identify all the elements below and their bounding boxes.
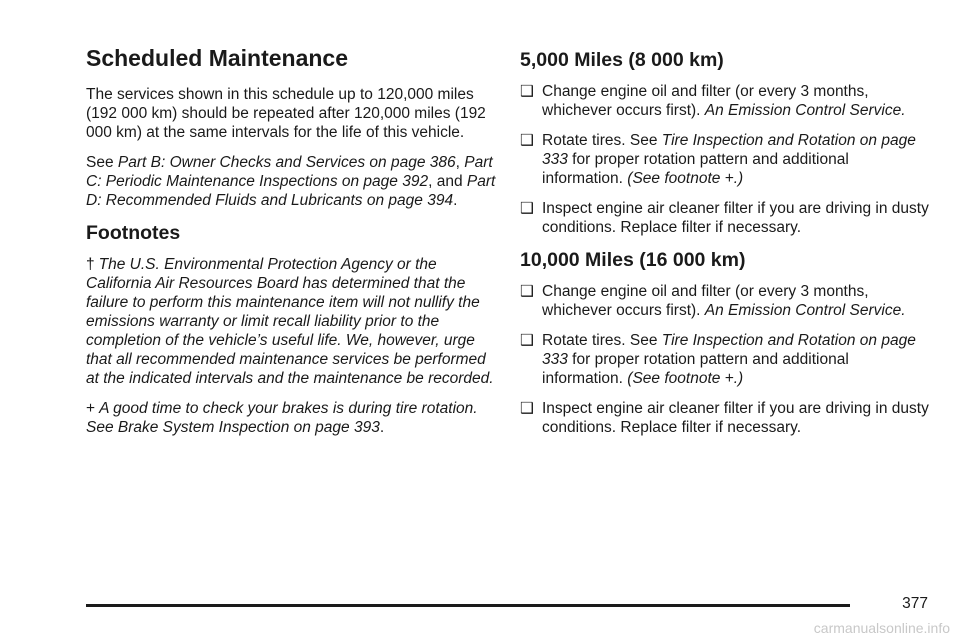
checkbox-icon[interactable]: ❑ xyxy=(520,132,534,149)
checkbox-icon[interactable]: ❑ xyxy=(520,283,534,300)
checklist-item xyxy=(520,331,930,388)
see-also-paragraph xyxy=(86,153,496,210)
footnote-plus-text: A good time to check your brakes is during tire rotation. See Brake System Inspection on page 393 xyxy=(86,400,478,436)
ref-tire-rotation-link[interactable]: Tire Inspection and Rotation on page 333 xyxy=(542,332,916,368)
checkbox-icon[interactable]: ❑ xyxy=(520,332,534,349)
item-italic-note: An Emission Control Service. xyxy=(704,302,906,319)
checklist-item xyxy=(520,399,930,437)
checklist-item xyxy=(520,199,930,237)
right-column xyxy=(520,44,930,448)
footer-rule xyxy=(86,604,850,607)
item-text: Rotate tires. See xyxy=(542,332,662,349)
checklist-item xyxy=(520,131,930,188)
item-text: Change engine oil and filter (or every 3 months, whichever occurs first). xyxy=(542,83,869,119)
footnote-ref: (See footnote +.) xyxy=(627,370,744,387)
item-text: for proper rotation pattern and additional information. xyxy=(542,151,849,187)
page-number: 377 xyxy=(902,595,928,612)
footnote-plus-end: . xyxy=(379,419,385,436)
ref-part-b-link[interactable]: Part B: Owner Checks and Services on page 386 xyxy=(117,154,456,171)
item-text: Inspect engine air cleaner filter if you are driving in dusty conditions. Replace filter if necessary. xyxy=(542,200,929,236)
dagger-symbol: † xyxy=(86,256,95,273)
section-heading-10000: 10,000 Miles (16 000 km) xyxy=(520,249,746,271)
ref-part-c-link[interactable]: Part C: Periodic Maintenance Inspections on page 392 xyxy=(86,154,493,190)
period-text: . xyxy=(453,192,458,209)
checkbox-icon[interactable]: ❑ xyxy=(520,83,534,100)
item-italic-note: An Emission Control Service. xyxy=(704,102,906,119)
page-title: Scheduled Maintenance xyxy=(86,45,349,71)
see-text: See xyxy=(86,154,118,171)
checklist-item xyxy=(520,282,930,320)
footnote-ref: (See footnote +.) xyxy=(627,170,744,187)
footnote-dagger xyxy=(86,255,496,388)
ref-tire-rotation-link[interactable]: Tire Inspection and Rotation on page 333 xyxy=(542,132,916,168)
plus-symbol: + xyxy=(86,400,96,417)
footnotes-heading: Footnotes xyxy=(86,222,181,244)
and-text: , and xyxy=(428,173,467,190)
item-text: Change engine oil and filter (or every 3 months, whichever occurs first). xyxy=(542,283,869,319)
left-column xyxy=(86,44,496,448)
item-text: Rotate tires. See xyxy=(542,132,662,149)
footnote-plus xyxy=(86,399,496,437)
section-heading-5000: 5,000 Miles (8 000 km) xyxy=(520,49,724,71)
checkbox-icon[interactable]: ❑ xyxy=(520,200,534,217)
item-text: Inspect engine air cleaner filter if you are driving in dusty conditions. Replace filter if necessary. xyxy=(542,400,929,436)
checklist-item xyxy=(520,82,930,120)
separator-text: , xyxy=(455,154,465,171)
footnote-dagger-text: The U.S. Environmental Protection Agency or the California Air Resources Board has determined that the failure to perform this maintenance item will not nullify the emissions warranty or limit recall liability prior to the completion of the vehicle’s useful life. We, however, urge that all recommended maintenance services be performed at the indicated intervals and the maintenance be recorded. xyxy=(86,256,494,387)
watermark: carmanualsonline.info xyxy=(813,620,950,636)
intro-paragraph: The services shown in this schedule up to 120,000 miles (192 000 km) should be repeated after 120,000 miles (192 000 km) at the same intervals for the life of this vehicle. xyxy=(86,86,486,141)
item-text: for proper rotation pattern and additional information. xyxy=(542,351,849,387)
ref-part-d-link[interactable]: Part D: Recommended Fluids and Lubricants on page 394 xyxy=(86,173,496,209)
checkbox-icon[interactable]: ❑ xyxy=(520,400,534,417)
